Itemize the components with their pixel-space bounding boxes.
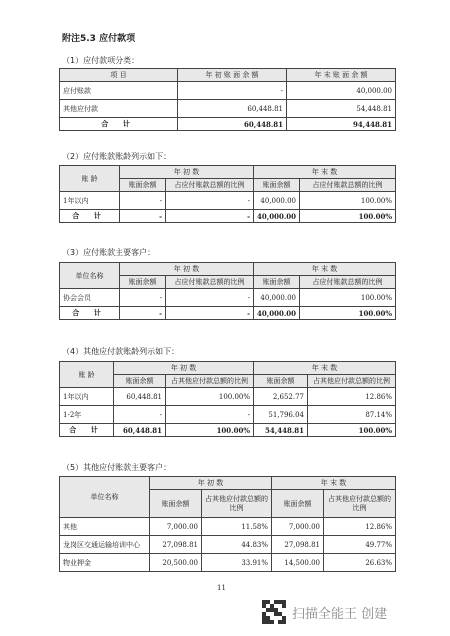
row-b2: 44.83% — [202, 536, 272, 554]
header-begin: 年 初 数 — [114, 362, 254, 375]
row-e2: 87.14% — [308, 406, 396, 424]
row-e1: 40,000.00 — [254, 289, 300, 307]
row-e2: 100.00% — [300, 289, 396, 307]
table-accounts-payable-customers — [59, 262, 396, 320]
row-name: 1年以内 — [60, 192, 120, 210]
header-begin: 年 初 数 — [120, 166, 254, 179]
total-label: 合 计 — [60, 307, 120, 320]
header-key: 单位名称 — [60, 477, 150, 518]
row-name: 协会会员 — [60, 289, 120, 307]
row-name: 其他应付款 — [60, 100, 178, 118]
row-name: 应付账款 — [60, 82, 178, 100]
subheader-begin-balance: 账面余额 — [150, 490, 202, 518]
row-b1: 20,500.00 — [150, 554, 202, 572]
total-label: 合 计 — [60, 424, 114, 437]
row-e2: 100.00% — [300, 192, 396, 210]
subheader-begin-balance: 账面余额 — [114, 375, 166, 388]
subheader-end-balance: 账面余额 — [272, 490, 324, 518]
row-b1: - — [120, 289, 166, 307]
total-e2: 100.00% — [300, 210, 396, 223]
row-e2: 12.86% — [308, 388, 396, 406]
row-e2: 49.77% — [324, 536, 396, 554]
subheader-begin-ratio: 占应付账款总额的比例 — [166, 179, 254, 192]
header-end: 年 末 数 — [254, 166, 396, 179]
total-row — [60, 424, 396, 437]
header-end: 年 末 数 — [254, 263, 396, 276]
total-e2: 100.00% — [300, 307, 396, 320]
table-row — [60, 100, 396, 118]
header-end-balance: 年 末 账 面 余 额 — [287, 69, 396, 82]
total-b2: - — [166, 210, 254, 223]
row-b1: 60,448.81 — [114, 388, 166, 406]
scanner-watermark — [262, 600, 387, 624]
row-b2: - — [166, 192, 254, 210]
header-end: 年 末 数 — [254, 362, 396, 375]
table-row — [60, 192, 396, 210]
section-4-label: （4）其他应付款账龄列示如下： — [62, 347, 180, 356]
row-name: 1-2年 — [60, 406, 114, 424]
header-begin-balance: 年 初 账 面 余 额 — [178, 69, 287, 82]
table-row — [60, 406, 396, 424]
total-b1: - — [120, 307, 166, 320]
row-name: 物业押金 — [60, 554, 150, 572]
row-e2: 12.86% — [324, 518, 396, 536]
subheader-end-ratio: 占其他应付款总额的比例 — [308, 375, 396, 388]
row-e2: 26.63% — [324, 554, 396, 572]
header-end: 年 末 数 — [272, 477, 396, 490]
section-5-label: （5）其他应付账款主要客户： — [62, 463, 172, 472]
page-number: 11 — [217, 584, 226, 592]
row-b2: - — [166, 289, 254, 307]
table-row — [60, 289, 396, 307]
row-name: 1年以内 — [60, 388, 114, 406]
row-b1: 27,098.81 — [150, 536, 202, 554]
table-accounts-payable-aging — [59, 165, 396, 223]
total-b1: 60,448.81 — [114, 424, 166, 437]
total-label: 合 计 — [60, 210, 120, 223]
row-e1: 7,000.00 — [272, 518, 324, 536]
subheader-end-balance: 账面余额 — [254, 375, 308, 388]
header-key: 单位名称 — [60, 263, 120, 289]
watermark-text: 扫描全能王 创建 — [292, 606, 388, 622]
table-row — [60, 388, 396, 406]
table-row — [60, 82, 396, 100]
header-item: 项 目 — [60, 69, 178, 82]
row-e1: 51,796.04 — [254, 406, 308, 424]
total-b2: - — [166, 307, 254, 320]
header-begin: 年 初 数 — [120, 263, 254, 276]
row-e1: 2,652.77 — [254, 388, 308, 406]
header-begin: 年 初 数 — [150, 477, 272, 490]
row-begin: - — [178, 82, 287, 100]
total-e2: 100.00% — [308, 424, 396, 437]
header-key: 账 龄 — [60, 362, 114, 388]
row-b2: 100.00% — [166, 388, 254, 406]
page-title: 附注5.3 应付款项 — [62, 34, 136, 44]
row-e1: 27,098.81 — [272, 536, 324, 554]
table-payables-classification — [59, 68, 396, 131]
subheader-end-ratio: 占应付账款总额的比例 — [300, 179, 396, 192]
total-end: 94,448.81 — [287, 118, 396, 131]
subheader-end-ratio: 占应付账款总额的比例 — [300, 276, 396, 289]
subheader-begin-ratio: 占其他应付款总额的比例 — [202, 490, 272, 518]
table-other-payables-aging — [59, 361, 396, 437]
subheader-end-balance: 账面余额 — [254, 276, 300, 289]
total-b2: 100.00% — [166, 424, 254, 437]
total-e1: 54,448.81 — [254, 424, 308, 437]
qr-code-icon — [262, 600, 286, 624]
section-1-label: （1）应付款项分类： — [62, 56, 140, 65]
row-b2: - — [166, 406, 254, 424]
row-b1: 7,000.00 — [150, 518, 202, 536]
subheader-begin-ratio: 占应付账款总额的比例 — [166, 276, 254, 289]
row-begin: 60,448.81 — [178, 100, 287, 118]
total-row — [60, 307, 396, 320]
subheader-begin-balance: 账面余额 — [120, 179, 166, 192]
row-b1: - — [120, 192, 166, 210]
row-e1: 14,500.00 — [272, 554, 324, 572]
subheader-end-ratio: 占其他应付款总额的比例 — [324, 490, 396, 518]
total-row — [60, 118, 396, 131]
total-begin: 60,448.81 — [178, 118, 287, 131]
section-2-label: （2）应付账款账龄列示如下： — [62, 152, 172, 161]
total-row — [60, 210, 396, 223]
section-3-label: （3）应付账款主要客户： — [62, 248, 156, 257]
subheader-end-balance: 账面余额 — [254, 179, 300, 192]
subheader-begin-ratio: 占其他应付款总额的比例 — [166, 375, 254, 388]
subheader-begin-balance: 账面余额 — [120, 276, 166, 289]
header-key: 账 龄 — [60, 166, 120, 192]
row-name: 其他 — [60, 518, 150, 536]
total-label: 合 计 — [60, 118, 178, 131]
total-b1: - — [120, 210, 166, 223]
row-b2: 33.91% — [202, 554, 272, 572]
total-e1: 40,000.00 — [254, 307, 300, 320]
table-row — [60, 554, 396, 572]
row-end: 54,448.81 — [287, 100, 396, 118]
row-b2: 11.58% — [202, 518, 272, 536]
row-e1: 40,000.00 — [254, 192, 300, 210]
row-b1: - — [114, 406, 166, 424]
row-end: 40,000.00 — [287, 82, 396, 100]
total-e1: 40,000.00 — [254, 210, 300, 223]
table-other-payables-customers — [59, 476, 396, 572]
table-row — [60, 518, 396, 536]
row-name: 龙岗区交通运输培训中心 — [60, 536, 150, 554]
table-row — [60, 536, 396, 554]
